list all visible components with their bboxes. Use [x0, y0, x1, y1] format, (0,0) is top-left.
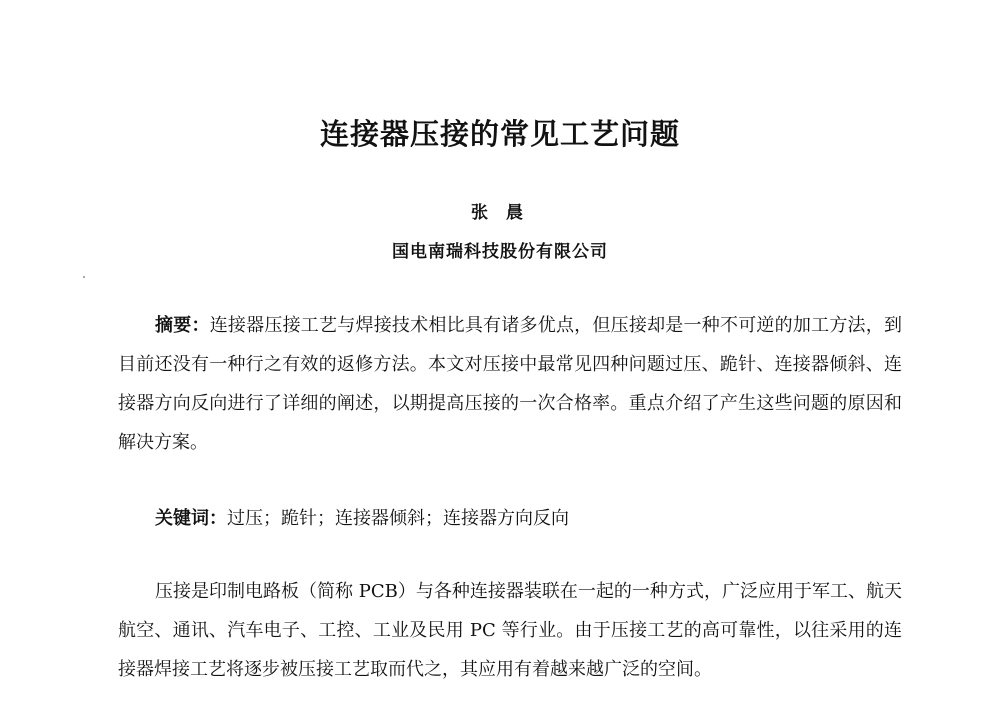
scan-speck	[83, 276, 85, 278]
abstract-text: 连接器压接工艺与焊接技术相比具有诸多优点，但压接却是一种不可逆的加工方法，到目前还没有一种行之有效的返修方法。本文对压接中最常见四种问题过压、跪针、连接器倾斜、连接器方向反向进行了详细的阐述，以期提高压接的一次合格率。重点介绍了产生这些问题的原因和解决方案。	[118, 315, 903, 453]
keywords-paragraph	[118, 499, 902, 538]
abstract-label: 摘要：	[155, 315, 210, 336]
abstract-paragraph	[118, 306, 902, 462]
keywords-text: 过压；跪针；连接器倾斜；连接器方向反向	[227, 508, 569, 529]
paper-title: 连接器压接的常见工艺问题	[319, 117, 680, 151]
author-affiliation: 国电南瑞科技股份有限公司	[392, 242, 608, 262]
keywords-label: 关键词：	[155, 508, 227, 529]
body-paragraph: 压接是印制电路板（简称 PCB）与各种连接器装联在一起的一种方式，广泛应用于军工、航天航空、通讯、汽车电子、工控、工业及民用 PC 等行业。由于压接工艺的高可靠性，以往采用的连接器焊接工艺将逐步被压接工艺取而代之，其应用有着越来越广泛的空间。	[118, 581, 902, 680]
author-name: 张 晨	[471, 203, 529, 223]
